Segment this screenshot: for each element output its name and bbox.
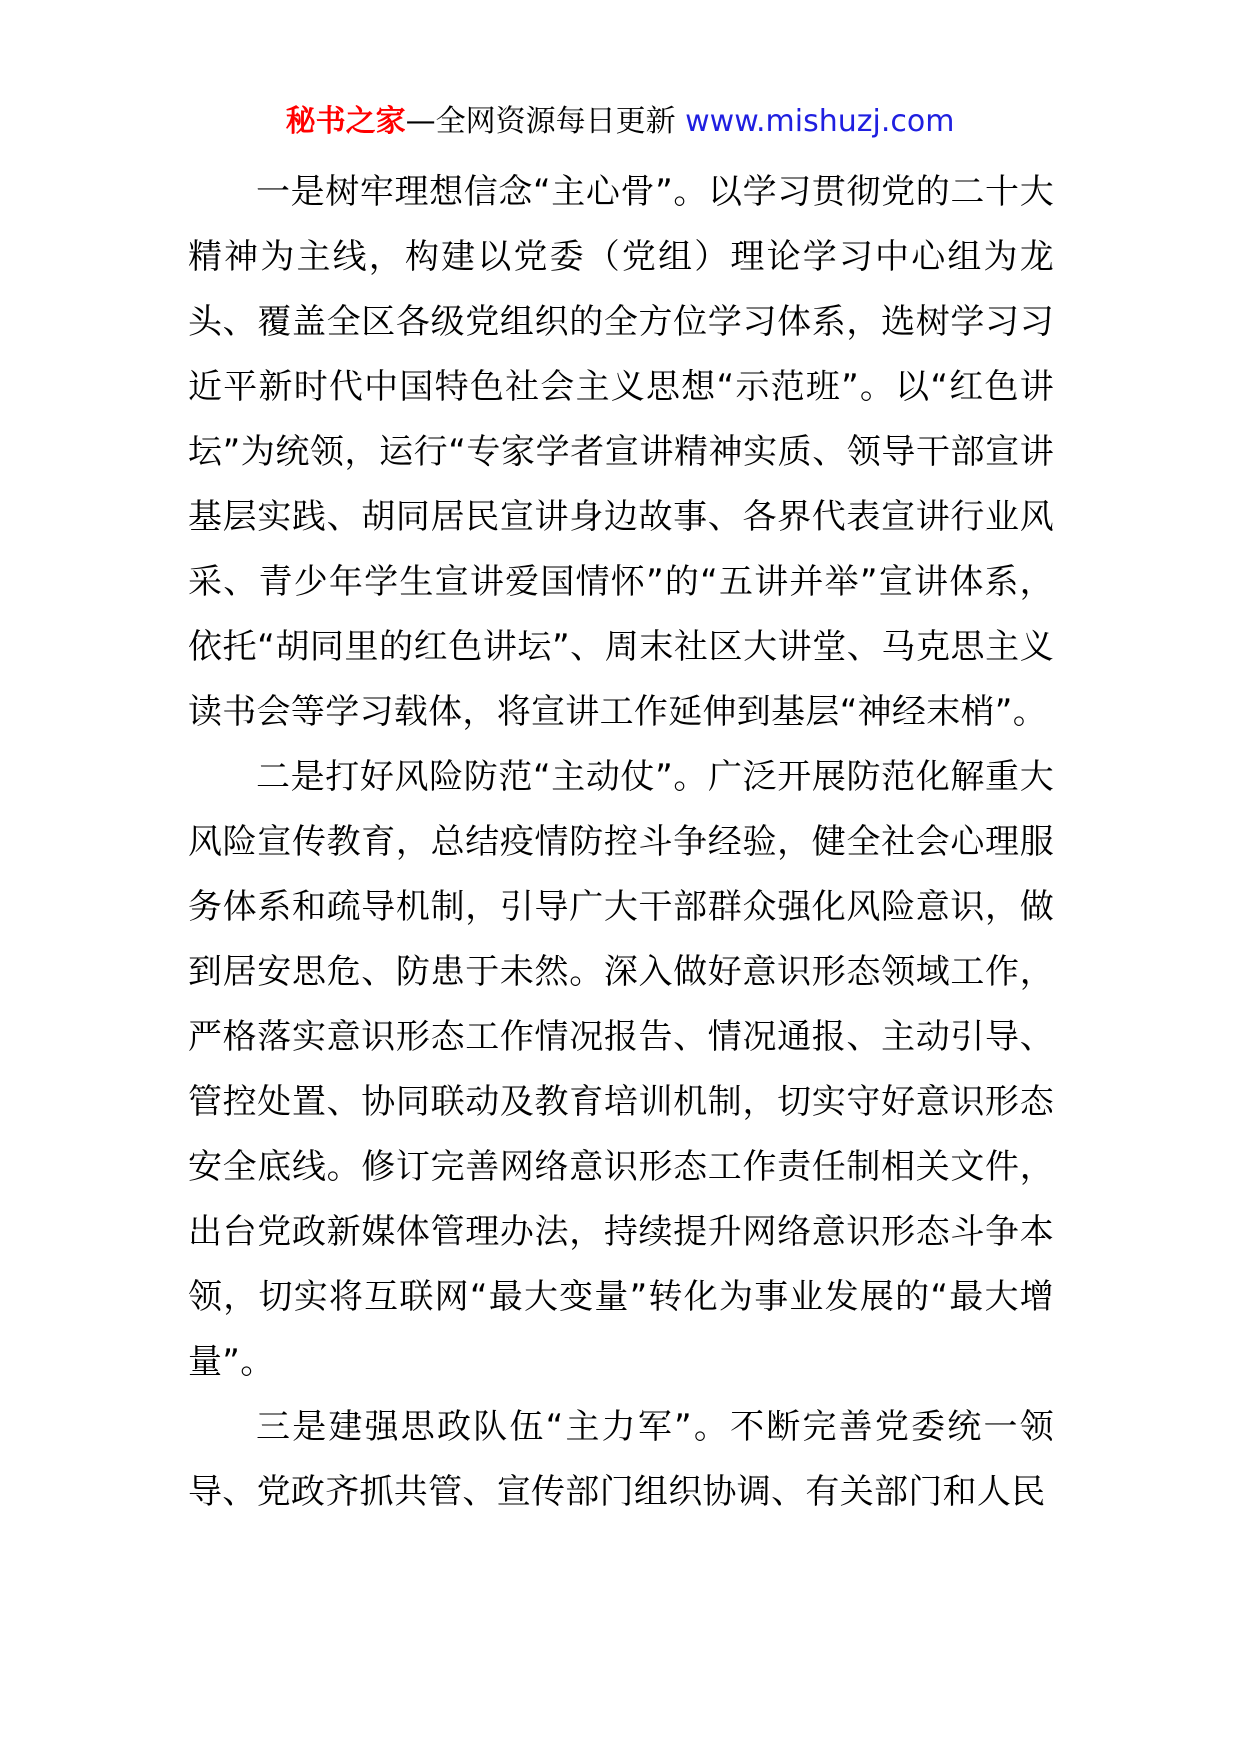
paragraph-2: 二是打好风险防范“主动仗”。广泛开展防范化解重大风险宣传教育，总结疫情防控斗争经验，健全社会心理服务体系和疏导机制，引导广大干部群众强化风险意识，做到居安思危、防患于未然。深入做好意识形态领域工作，严格落实意识形态工作情况报告、情况通报、主动引导、管控处置、协同联动及教育培训机制，切实守好意识形态安全底线。修订完善网络意识形态工作责任制相关文件，出台党政新媒体管理办法，持续提升网络意识形态斗争本领，切实将互联网“最大变量”转化为事业发展的“最大增量”。 [188,757,1054,1382]
brand-name: 秘书之家 [285,104,406,139]
site-header [0,102,1240,142]
site-url-link[interactable]: www.mishuzj.com [685,104,955,139]
paragraph-1: 一是树牢理想信念“主心骨”。以学习贯彻党的二十大精神为主线，构建以党委（党组）理论学习中心组为龙头、覆盖全区各级党组织的全方位学习体系，选树学习习近平新时代中国特色社会主义思想“示范班”。以“红色讲坛”为统领，运行“专家学者宣讲精神实质、领导干部宣讲基层实践、胡同居民宣讲身边故事、各界代表宣讲行业风采、青少年学生宣讲爱国情怀”的“五讲并举”宣讲体系，依托“胡同里的红色讲坛”、周末社区大讲堂、马克思主义读书会等学习载体，将宣讲工作延伸到基层“神经末梢”。 [188,172,1055,732]
document-body [188,160,1054,1525]
header-slogan: —全网资源每日更新 [405,104,676,139]
paragraph-3: 三是建强思政队伍“主力军”。不断完善党委统一领导、党政齐抓共管、宣传部门组织协调、有关部门和人民 [188,1407,1054,1512]
